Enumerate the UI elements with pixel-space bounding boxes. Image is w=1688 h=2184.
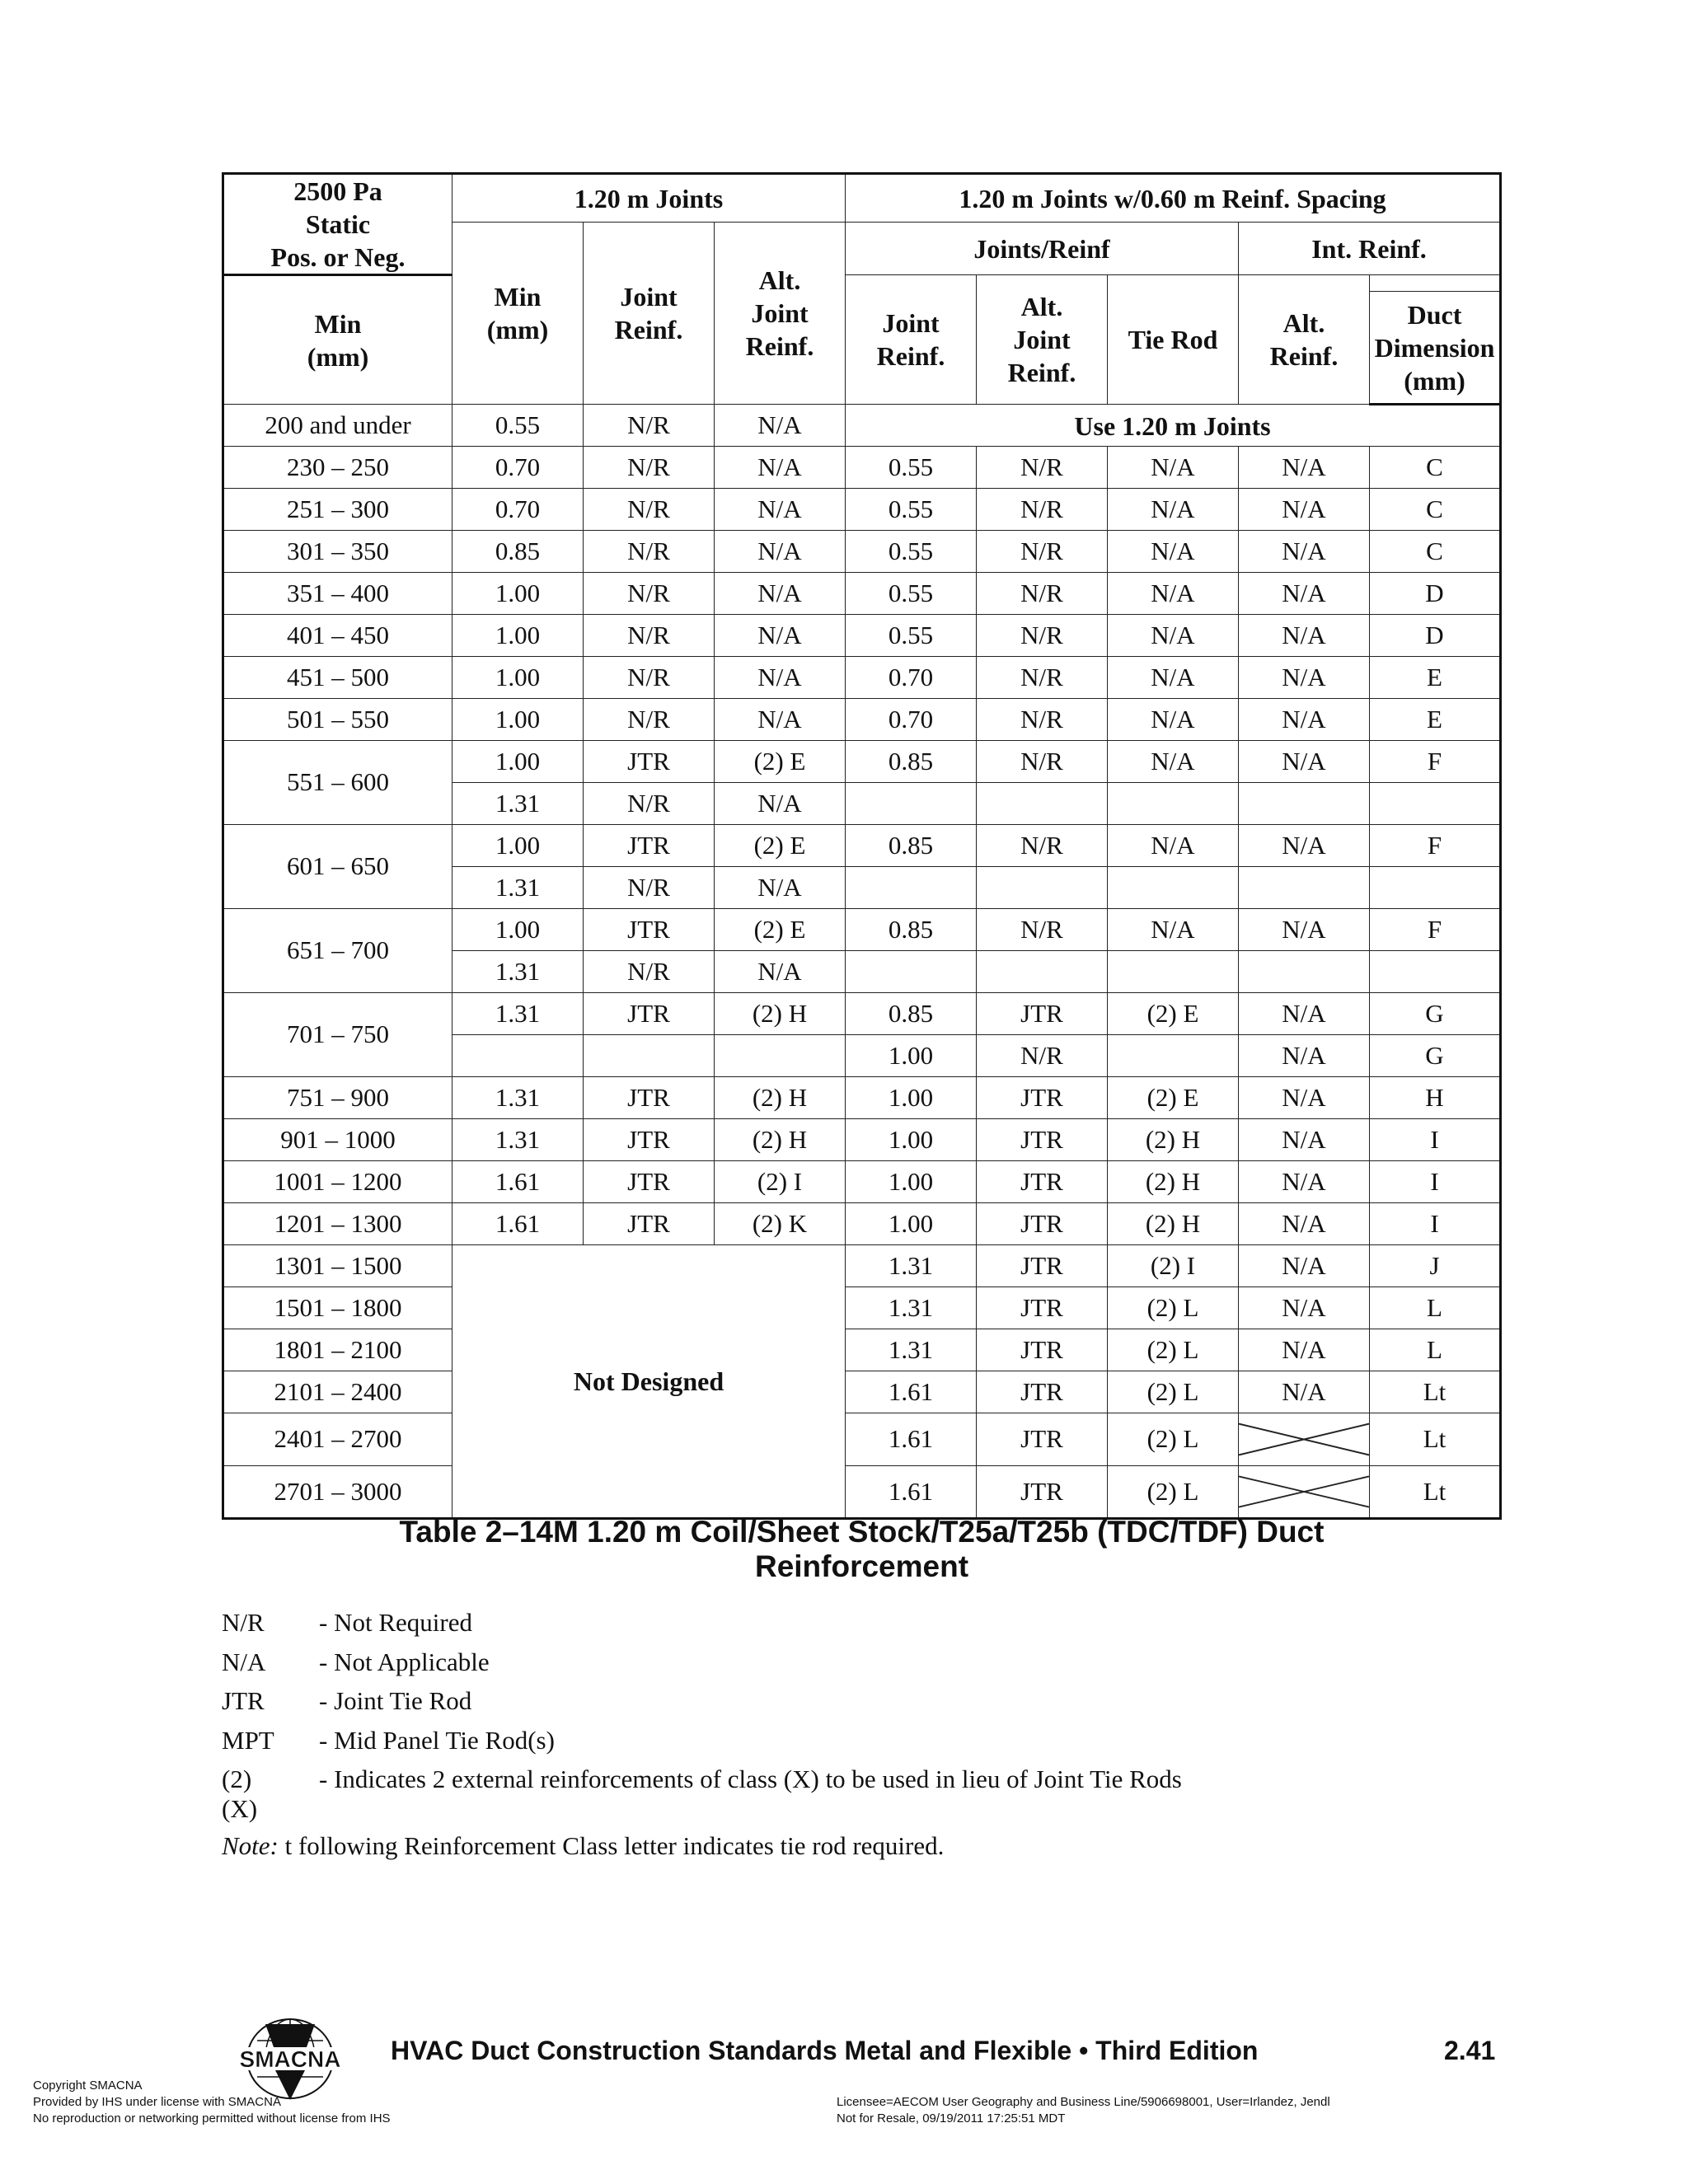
table-cell: N/A	[1239, 825, 1370, 867]
table-cell: D	[1370, 573, 1501, 615]
table-cell: G	[1370, 993, 1501, 1035]
table-cell: N/A	[1239, 1203, 1370, 1245]
table-cell	[977, 783, 1108, 825]
table-cell: 200 and under	[223, 405, 452, 447]
table-row	[223, 405, 1501, 447]
table-cell: JTR	[584, 1119, 715, 1161]
table-cell: N/R	[584, 447, 715, 489]
table-cell: JTR	[584, 993, 715, 1035]
table-cell: 0.55	[846, 489, 977, 531]
table-cell: (2) L	[1108, 1371, 1239, 1413]
table-cell: N/A	[1108, 825, 1239, 867]
duct-dimension-header	[1370, 292, 1501, 405]
table-cell: 1801 – 2100	[223, 1329, 452, 1371]
table-cell: N/A	[1239, 531, 1370, 573]
table-row	[223, 447, 1501, 489]
table-cell	[1239, 951, 1370, 993]
table-cell: JTR	[584, 1161, 715, 1203]
copyright-block	[33, 2078, 391, 2127]
h: Reinf.	[1269, 341, 1339, 371]
table-cell: N/R	[977, 615, 1108, 657]
table-cell: (2) H	[1108, 1161, 1239, 1203]
table-cell: 1301 – 1500	[223, 1245, 452, 1287]
table-cell: (2) H	[715, 1077, 846, 1119]
group-header-120-joints: 1.20 m Joints	[452, 174, 846, 223]
h: Alt.	[1020, 292, 1063, 321]
table-cell: (2) H	[715, 993, 846, 1035]
table-cell: N/R	[584, 405, 715, 447]
table-cell: N/A	[1239, 1077, 1370, 1119]
table-cell: 1.31	[452, 783, 584, 825]
table-cell: N/A	[1108, 909, 1239, 951]
table-cell: 451 – 500	[223, 657, 452, 699]
table-cell: 401 – 450	[223, 615, 452, 657]
table-cell: N/R	[584, 783, 715, 825]
table-cell: N/A	[1239, 1119, 1370, 1161]
table-cell: N/A	[1239, 741, 1370, 783]
copyright-line: Copyright SMACNA	[33, 2079, 143, 2093]
table-cell: N/A	[1239, 1245, 1370, 1287]
h: Reinf.	[876, 341, 945, 371]
copyright-line: Provided by IHS under license with SMACNA	[33, 2095, 281, 2109]
table-row	[223, 909, 1501, 951]
table-cell: D	[1370, 615, 1501, 657]
table-cell: N/A	[1239, 447, 1370, 489]
table-row	[223, 573, 1501, 615]
table-cell: 0.85	[846, 993, 977, 1035]
table-cell: (2) L	[1108, 1287, 1239, 1329]
table-cell: N/A	[1239, 699, 1370, 741]
h: Reinf.	[1007, 358, 1076, 387]
reinforcement-table	[222, 172, 1502, 1520]
table-cell: 1.00	[846, 1035, 977, 1077]
h: (mm)	[486, 315, 549, 344]
table-cell	[1108, 783, 1239, 825]
table-cell: N/A	[1239, 1287, 1370, 1329]
table-cell: N/R	[584, 573, 715, 615]
alt-joint-reinf-header	[715, 223, 846, 405]
table-cell: 2701 – 3000	[223, 1466, 452, 1519]
table-row	[223, 489, 1501, 531]
table-cell: 0.55	[452, 405, 584, 447]
table-cell: N/R	[977, 825, 1108, 867]
table-row	[223, 1161, 1501, 1203]
table-cell: G	[1370, 1035, 1501, 1077]
table-cell: 701 – 750	[223, 993, 452, 1077]
table-cell: Lt	[1370, 1466, 1501, 1519]
table-cell	[846, 783, 977, 825]
cross-mark-icon	[1239, 1466, 1369, 1517]
table-cell: N/A	[1108, 531, 1239, 573]
table-cell: 0.85	[452, 531, 584, 573]
table-cell: C	[1370, 447, 1501, 489]
int-reinf-header: Int. Reinf.	[1239, 223, 1501, 275]
table-cell: N/A	[1108, 741, 1239, 783]
table-cell: 1.31	[452, 1077, 584, 1119]
table-cell: N/A	[715, 447, 846, 489]
table-cell: 651 – 700	[223, 909, 452, 993]
table-cell: N/R	[977, 657, 1108, 699]
table-cell: N/R	[584, 867, 715, 909]
table-cell	[715, 1035, 846, 1077]
table-cell	[1370, 867, 1501, 909]
table-cell: JTR	[977, 1119, 1108, 1161]
table-cell: F	[1370, 741, 1501, 783]
note-text: t following Reinforcement Class letter indicates tie rod required.	[278, 1831, 945, 1860]
table-cell: 1.61	[846, 1371, 977, 1413]
pressure-line: Pos. or Neg.	[270, 242, 406, 272]
table-cell: 1.00	[846, 1119, 977, 1161]
not-applicable-crossed-cell	[1239, 1413, 1370, 1466]
table-cell: 301 – 350	[223, 531, 452, 573]
table-cell: F	[1370, 825, 1501, 867]
table-cell: N/A	[715, 573, 846, 615]
table-cell: H	[1370, 1077, 1501, 1119]
table-cell: E	[1370, 699, 1501, 741]
table-cell: JTR	[584, 825, 715, 867]
table-cell: 1.61	[846, 1466, 977, 1519]
footer-title: HVAC Duct Construction Standards Metal and Flexible • Third Edition	[391, 2036, 1259, 2065]
table-cell: N/A	[715, 657, 846, 699]
table-cell: 751 – 900	[223, 1077, 452, 1119]
table-row	[223, 1119, 1501, 1161]
legend-abbr: (2) (X)	[222, 1765, 258, 1823]
table-cell: 1.31	[846, 1287, 977, 1329]
table-cell: N/R	[977, 573, 1108, 615]
note-label: Note:	[222, 1831, 279, 1860]
h: Joint	[882, 308, 940, 338]
group-header-reinf-spacing: 1.20 m Joints w/0.60 m Reinf. Spacing	[846, 174, 1501, 223]
legend-abbr: MPT	[222, 1725, 274, 1755]
table-cell	[1239, 783, 1370, 825]
h: Min	[494, 282, 542, 312]
copyright-line: No reproduction or networking permitted without license from IHS	[33, 2111, 391, 2125]
table-cell: N/R	[584, 657, 715, 699]
table-cell: 0.55	[846, 573, 977, 615]
table-cell	[584, 1035, 715, 1077]
svg-text:SMACNA: SMACNA	[239, 2046, 341, 2072]
table-cell: 1.00	[452, 825, 584, 867]
table-cell: 1.61	[452, 1161, 584, 1203]
caption-line: Table 2–14M 1.20 m Coil/Sheet Stock/T25a/T25b (TDC/TDF) Duct	[399, 1515, 1325, 1549]
table-cell: N/R	[977, 489, 1108, 531]
table-cell: (2) E	[715, 825, 846, 867]
pressure-line: 2500 Pa	[293, 176, 382, 206]
legend-def: - Mid Panel Tie Rod(s)	[319, 1725, 555, 1755]
table-cell	[977, 951, 1108, 993]
table-cell: 1.31	[846, 1329, 977, 1371]
h: Alt.	[758, 265, 801, 295]
table-cell: (2) E	[715, 909, 846, 951]
legend-def: - Not Applicable	[319, 1647, 490, 1676]
table-cell: 1.00	[452, 699, 584, 741]
table-cell: 0.70	[846, 657, 977, 699]
table-cell: 0.85	[846, 909, 977, 951]
table-cell: 0.55	[846, 615, 977, 657]
table-cell: N/A	[715, 531, 846, 573]
table-cell: (2) L	[1108, 1413, 1239, 1466]
table-cell: N/A	[1239, 1371, 1370, 1413]
table-cell: 1.31	[452, 951, 584, 993]
table-cell: N/A	[1108, 573, 1239, 615]
table-cell: 601 – 650	[223, 825, 452, 909]
table-cell: N/A	[715, 867, 846, 909]
table-cell: (2) H	[1108, 1119, 1239, 1161]
table-cell: Not Designed	[452, 1245, 846, 1519]
joints-reinf-header: Joints/Reinf	[846, 223, 1239, 275]
table-cell: N/R	[584, 951, 715, 993]
table-cell: N/A	[1108, 699, 1239, 741]
table-cell: 1001 – 1200	[223, 1161, 452, 1203]
table-cell: I	[1370, 1161, 1501, 1203]
table-cell: 1.61	[452, 1203, 584, 1245]
table-cell: JTR	[977, 1077, 1108, 1119]
table-cell: (2) L	[1108, 1329, 1239, 1371]
license-line: Not for Resale, 09/19/2011 17:25:51 MDT	[837, 2111, 1066, 2125]
table-cell: JTR	[977, 1203, 1108, 1245]
table-cell: 0.55	[846, 531, 977, 573]
table-cell: 901 – 1000	[223, 1119, 452, 1161]
legend-abbr: N/R	[222, 1608, 265, 1637]
h: Alt.	[1282, 308, 1325, 338]
table-cell: JTR	[584, 741, 715, 783]
table-cell: N/A	[1239, 657, 1370, 699]
table-cell: N/R	[584, 489, 715, 531]
h: Dimension	[1374, 332, 1495, 363]
table-cell	[977, 867, 1108, 909]
table-row	[223, 531, 1501, 573]
table-cell: 2101 – 2400	[223, 1371, 452, 1413]
table-cell: 1.31	[846, 1245, 977, 1287]
table-cell: 501 – 550	[223, 699, 452, 741]
table-cell: Use 1.20 m Joints	[846, 405, 1501, 447]
table-cell: 0.70	[452, 489, 584, 531]
table-cell: (2) L	[1108, 1466, 1239, 1519]
table-cell: (2) H	[715, 1119, 846, 1161]
table-cell: (2) K	[715, 1203, 846, 1245]
table-cell: N/A	[1239, 993, 1370, 1035]
table-cell: 0.55	[846, 447, 977, 489]
table-cell: C	[1370, 531, 1501, 573]
table-cell	[1108, 951, 1239, 993]
table-cell: JTR	[977, 1413, 1108, 1466]
table-cell: 1.00	[452, 909, 584, 951]
h: Joint	[751, 298, 809, 328]
table-cell: JTR	[584, 909, 715, 951]
table-cell: C	[1370, 489, 1501, 531]
table-cell: Lt	[1370, 1413, 1501, 1466]
joint-reinf-header	[584, 223, 715, 405]
table-cell: JTR	[977, 1329, 1108, 1371]
table-cell: JTR	[977, 1161, 1108, 1203]
min-mm-header	[452, 223, 584, 405]
table-cell: 1.31	[452, 867, 584, 909]
table-cell: 1.00	[452, 573, 584, 615]
table-cell: JTR	[584, 1203, 715, 1245]
table-row	[223, 1329, 1501, 1371]
table-cell: 351 – 400	[223, 573, 452, 615]
table-cell: (2) E	[715, 741, 846, 783]
table-cell: N/A	[1108, 615, 1239, 657]
note	[222, 1831, 944, 1861]
table-cell: N/A	[715, 951, 846, 993]
table-cell: JTR	[977, 1466, 1108, 1519]
table-cell: N/R	[977, 1035, 1108, 1077]
table-cell	[1239, 867, 1370, 909]
table-cell: 1.00	[452, 741, 584, 783]
table-cell: 1.00	[452, 615, 584, 657]
h: (mm)	[307, 341, 369, 372]
h: Joint	[620, 282, 678, 312]
table-cell: N/A	[715, 489, 846, 531]
table-cell: (2) E	[1108, 993, 1239, 1035]
alt-joint-reinf-header-2	[977, 275, 1108, 405]
table-cell: N/A	[715, 699, 846, 741]
table-cell: N/A	[1239, 615, 1370, 657]
table-cell: N/A	[715, 615, 846, 657]
table-row	[223, 1287, 1501, 1329]
table-cell: 1.00	[846, 1203, 977, 1245]
table-cell: JTR	[977, 1371, 1108, 1413]
table-cell: J	[1370, 1245, 1501, 1287]
table-cell: 1201 – 1300	[223, 1203, 452, 1245]
table-row	[223, 699, 1501, 741]
table-cell: 251 – 300	[223, 489, 452, 531]
table-cell: N/R	[584, 615, 715, 657]
table-cell: JTR	[977, 993, 1108, 1035]
license-block	[837, 2094, 1330, 2127]
table-cell	[846, 951, 977, 993]
license-line: Licensee=AECOM User Geography and Business Line/5906698001, User=Irlandez, Jendl	[837, 2095, 1330, 2109]
table-caption	[222, 1515, 1502, 1584]
table-cell: 1.00	[452, 657, 584, 699]
table-cell: 0.85	[846, 825, 977, 867]
table-body	[223, 405, 1501, 1519]
caption-line: Reinforcement	[754, 1549, 969, 1583]
table-cell: N/R	[977, 909, 1108, 951]
table-cell	[1370, 951, 1501, 993]
table-cell: 2401 – 2700	[223, 1413, 452, 1466]
table-row	[223, 825, 1501, 867]
table-cell: N/A	[1108, 447, 1239, 489]
legend-def: - Not Required	[319, 1608, 472, 1637]
alt-reinf-header	[1239, 275, 1370, 405]
table-cell: I	[1370, 1203, 1501, 1245]
min-mm-header-2	[223, 275, 452, 405]
legend-def: - Joint Tie Rod	[319, 1686, 472, 1715]
table-cell: 1.00	[846, 1077, 977, 1119]
table-row	[223, 1245, 1501, 1287]
table-row	[223, 1371, 1501, 1413]
table-cell: N/A	[1239, 1035, 1370, 1077]
table-cell: N/A	[715, 405, 846, 447]
table-cell: L	[1370, 1329, 1501, 1371]
table-cell: 0.85	[846, 741, 977, 783]
table-cell: N/A	[1239, 573, 1370, 615]
table-cell: N/A	[1239, 489, 1370, 531]
h: Reinf.	[745, 331, 814, 361]
table-row	[223, 1203, 1501, 1245]
table-cell: N/R	[584, 699, 715, 741]
table-row	[223, 741, 1501, 783]
pressure-line: Static	[305, 209, 371, 239]
table-cell: N/A	[1108, 489, 1239, 531]
table-cell	[1108, 1035, 1239, 1077]
table-cell: N/R	[977, 741, 1108, 783]
table-cell: Lt	[1370, 1371, 1501, 1413]
table-cell	[846, 867, 977, 909]
table-cell: 0.70	[846, 699, 977, 741]
table-cell	[1108, 867, 1239, 909]
table-cell: JTR	[584, 1077, 715, 1119]
joint-reinf-header-2	[846, 275, 977, 405]
table-cell: E	[1370, 657, 1501, 699]
table-cell: 1501 – 1800	[223, 1287, 452, 1329]
table-cell: 230 – 250	[223, 447, 452, 489]
legend-def: - Indicates 2 external reinforcements of class (X) to be used in lieu of Joint Tie Rods	[319, 1765, 1182, 1793]
table-cell: N/A	[1239, 1329, 1370, 1371]
table-cell: JTR	[977, 1245, 1108, 1287]
table-cell: (2) H	[1108, 1203, 1239, 1245]
table-cell: N/R	[584, 531, 715, 573]
legend-abbr: N/A	[222, 1647, 266, 1676]
legend-abbr: JTR	[222, 1686, 265, 1715]
table-cell: 551 – 600	[223, 741, 452, 825]
table-cell	[452, 1035, 584, 1077]
table-cell: (2) E	[1108, 1077, 1239, 1119]
table-row	[223, 993, 1501, 1035]
table-cell: JTR	[977, 1287, 1108, 1329]
table-cell: F	[1370, 909, 1501, 951]
table-cell: N/A	[715, 783, 846, 825]
table-cell: 0.70	[452, 447, 584, 489]
pressure-header	[223, 174, 452, 275]
table-cell: 1.61	[846, 1413, 977, 1466]
table-cell: 1.00	[846, 1161, 977, 1203]
table-cell: N/A	[1239, 909, 1370, 951]
h: Min	[314, 308, 362, 339]
h: Joint	[1013, 325, 1071, 354]
h: (mm)	[1404, 365, 1465, 396]
table-cell: N/R	[977, 531, 1108, 573]
table-cell: N/A	[1108, 657, 1239, 699]
table-row	[223, 657, 1501, 699]
tie-rod-header: Tie Rod	[1108, 275, 1239, 405]
cross-mark-icon	[1239, 1413, 1369, 1465]
table-cell: N/R	[977, 447, 1108, 489]
table-cell: I	[1370, 1119, 1501, 1161]
table-cell: (2) I	[715, 1161, 846, 1203]
table-row	[223, 615, 1501, 657]
table-row	[223, 1077, 1501, 1119]
page-number: 2.41	[1444, 2036, 1496, 2065]
table-cell: 1.31	[452, 1119, 584, 1161]
table-cell: L	[1370, 1287, 1501, 1329]
not-applicable-crossed-cell	[1239, 1466, 1370, 1519]
table-row	[223, 1466, 1501, 1519]
table-row	[223, 1413, 1501, 1466]
table-cell: N/A	[1239, 1161, 1370, 1203]
h: Duct	[1407, 299, 1462, 330]
table-cell	[1370, 783, 1501, 825]
table-cell: (2) I	[1108, 1245, 1239, 1287]
table-cell: 1.31	[452, 993, 584, 1035]
table-cell: N/R	[977, 699, 1108, 741]
h: Reinf.	[614, 315, 683, 344]
